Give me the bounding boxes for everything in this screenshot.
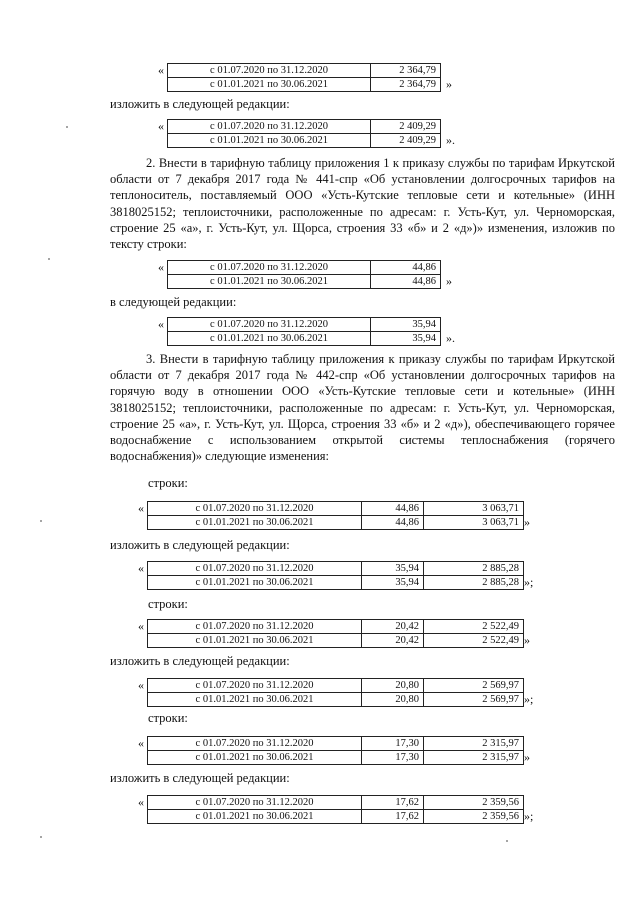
tariff-value-cell: 20,80 — [362, 693, 424, 707]
period-cell: с 01.01.2021 по 30.06.2021 — [148, 810, 362, 824]
period-cell: с 01.01.2021 по 30.06.2021 — [148, 693, 362, 707]
closing-quote-mark: »; — [524, 809, 534, 823]
period-cell: с 01.01.2021 по 30.06.2021 — [148, 516, 362, 530]
opening-quote-mark: « — [138, 501, 144, 515]
tariff-table — [167, 119, 441, 148]
tariff-value-cell: 17,62 — [362, 796, 424, 810]
table-row — [148, 751, 524, 765]
closing-quote-mark: » — [524, 750, 530, 764]
instruction-label: изложить в следующей редакции: — [110, 97, 290, 111]
tariff-value-cell: 2 522,49 — [424, 634, 524, 648]
tariff-value-cell: 2 885,28 — [424, 562, 524, 576]
tariff-table — [147, 501, 524, 530]
tariff-value-cell: 35,94 — [362, 562, 424, 576]
paragraph-text: 2. Внести в тарифную таблицу приложения 1 к приказу службы по тарифам Иркутской области от 7 декабря 2017 года № 441-спр «Об установлении долгосрочных тарифов на теплоноситель, поставляемый ООО «Усть-Кутские тепловые сети и котельные» (ИНН 3818025152; теплоисточники, расположенные по адресам: г. Усть-Кут, ул. Черноморская, строение 25 «а», г. Усть-Кут, ул. Щорса, строения 33 «б» и 2 «д»)» изменения, изложив по тексту строки: — [110, 156, 615, 252]
table-row — [168, 275, 441, 289]
opening-quote-mark: « — [138, 736, 144, 750]
scan-speck — [48, 258, 50, 260]
closing-quote-mark: » — [446, 274, 452, 288]
closing-quote-mark: ». — [446, 331, 455, 345]
opening-quote-mark: « — [158, 63, 164, 77]
tariff-value-cell: 2 522,49 — [424, 620, 524, 634]
tariff-value-cell: 35,94 — [371, 318, 441, 332]
scan-speck — [40, 836, 42, 838]
tariff-value-cell: 2 364,79 — [371, 78, 441, 92]
table-row — [168, 332, 441, 346]
table-row — [148, 796, 524, 810]
opening-quote-mark: « — [138, 795, 144, 809]
tariff-value-cell: 20,80 — [362, 679, 424, 693]
tariff-value-cell: 2 315,97 — [424, 737, 524, 751]
period-cell: с 01.01.2021 по 30.06.2021 — [168, 78, 371, 92]
tariff-table — [167, 260, 441, 289]
tariff-value-cell: 17,62 — [362, 810, 424, 824]
tariff-value-cell: 35,94 — [371, 332, 441, 346]
closing-quote-mark: »; — [524, 575, 534, 589]
table-row — [148, 562, 524, 576]
scan-speck — [506, 840, 508, 842]
tariff-value-cell: 2 885,28 — [424, 576, 524, 590]
tariff-table — [147, 619, 524, 648]
period-cell: с 01.01.2021 по 30.06.2021 — [148, 751, 362, 765]
closing-quote-mark: » — [524, 515, 530, 529]
table-row — [168, 120, 441, 134]
table-row — [148, 620, 524, 634]
table-row — [148, 576, 524, 590]
period-cell: с 01.01.2021 по 30.06.2021 — [168, 332, 371, 346]
table-row — [168, 261, 441, 275]
closing-quote-mark: » — [524, 633, 530, 647]
tariff-value-cell: 2 409,29 — [371, 120, 441, 134]
table-row — [148, 634, 524, 648]
tariff-value-cell: 44,86 — [371, 275, 441, 289]
tariff-value-cell: 20,42 — [362, 634, 424, 648]
tariff-value-cell: 44,86 — [362, 516, 424, 530]
instruction-label: изложить в следующей редакции: — [110, 538, 290, 552]
table-row — [168, 318, 441, 332]
amendment-paragraph — [110, 155, 615, 252]
table-row — [148, 810, 524, 824]
period-cell: с 01.01.2021 по 30.06.2021 — [148, 576, 362, 590]
table-row — [148, 693, 524, 707]
period-cell: с 01.07.2020 по 31.12.2020 — [168, 261, 371, 275]
table-row — [148, 737, 524, 751]
period-cell: с 01.01.2021 по 30.06.2021 — [168, 134, 371, 148]
period-cell: с 01.07.2020 по 31.12.2020 — [148, 679, 362, 693]
tariff-table — [147, 795, 524, 824]
tariff-value-cell: 44,86 — [371, 261, 441, 275]
tariff-value-cell: 17,30 — [362, 751, 424, 765]
tariff-value-cell: 17,30 — [362, 737, 424, 751]
amendment-paragraph — [110, 351, 615, 464]
tariff-table — [147, 561, 524, 590]
scan-speck — [40, 520, 42, 522]
tariff-value-cell: 3 063,71 — [424, 516, 524, 530]
closing-quote-mark: »; — [524, 692, 534, 706]
table-row — [148, 502, 524, 516]
table-row — [168, 134, 441, 148]
tariff-value-cell: 2 569,97 — [424, 679, 524, 693]
period-cell: с 01.07.2020 по 31.12.2020 — [148, 562, 362, 576]
period-cell: с 01.07.2020 по 31.12.2020 — [168, 318, 371, 332]
instruction-label: изложить в следующей редакции: — [110, 654, 290, 668]
table-row — [168, 78, 441, 92]
tariff-value-cell: 2 364,79 — [371, 64, 441, 78]
tariff-value-cell: 2 359,56 — [424, 796, 524, 810]
opening-quote-mark: « — [138, 561, 144, 575]
closing-quote-mark: » — [446, 77, 452, 91]
tariff-value-cell: 2 315,97 — [424, 751, 524, 765]
tariff-table — [147, 736, 524, 765]
instruction-label: строки: — [148, 597, 188, 611]
period-cell: с 01.01.2021 по 30.06.2021 — [148, 634, 362, 648]
instruction-label: изложить в следующей редакции: — [110, 771, 290, 785]
period-cell: с 01.07.2020 по 31.12.2020 — [148, 796, 362, 810]
table-row — [168, 64, 441, 78]
period-cell: с 01.07.2020 по 31.12.2020 — [148, 737, 362, 751]
table-row — [148, 516, 524, 530]
closing-quote-mark: ». — [446, 133, 455, 147]
period-cell: с 01.07.2020 по 31.12.2020 — [168, 64, 371, 78]
instruction-label: строки: — [148, 711, 188, 725]
tariff-value-cell: 2 569,97 — [424, 693, 524, 707]
period-cell: с 01.07.2020 по 31.12.2020 — [168, 120, 371, 134]
opening-quote-mark: « — [158, 260, 164, 274]
period-cell: с 01.07.2020 по 31.12.2020 — [148, 502, 362, 516]
tariff-table — [147, 678, 524, 707]
tariff-value-cell: 2 359,56 — [424, 810, 524, 824]
tariff-table — [167, 63, 441, 92]
tariff-value-cell: 3 063,71 — [424, 502, 524, 516]
period-cell: с 01.07.2020 по 31.12.2020 — [148, 620, 362, 634]
tariff-table — [167, 317, 441, 346]
opening-quote-mark: « — [138, 678, 144, 692]
scan-speck — [66, 126, 68, 128]
tariff-value-cell: 20,42 — [362, 620, 424, 634]
tariff-value-cell: 44,86 — [362, 502, 424, 516]
tariff-value-cell: 2 409,29 — [371, 134, 441, 148]
opening-quote-mark: « — [138, 619, 144, 633]
paragraph-text: 3. Внести в тарифную таблицу приложения к приказу службы по тарифам Иркутской области от 7 декабря 2017 года № 442-спр «Об установлении долгосрочных тарифов на горячую воду в отношении ООО «Усть-Кутские тепловые сети и котельные» (ИНН 3818025152; теплоисточники, расположенные по адресам: г. Усть-Кут, ул. Черноморская, строение 25 «а», г. Усть-Кут, ул. Щорса, строения 33 «б» и 2 «д»), обеспечивающего горячее водоснабжение с использованием открытой системы теплоснабжения (горячего водоснабжения)» следующие изменения: — [110, 352, 615, 464]
table-row — [148, 679, 524, 693]
opening-quote-mark: « — [158, 119, 164, 133]
period-cell: с 01.01.2021 по 30.06.2021 — [168, 275, 371, 289]
tariff-value-cell: 35,94 — [362, 576, 424, 590]
opening-quote-mark: « — [158, 317, 164, 331]
instruction-label: строки: — [148, 476, 188, 490]
instruction-label: в следующей редакции: — [110, 295, 237, 309]
